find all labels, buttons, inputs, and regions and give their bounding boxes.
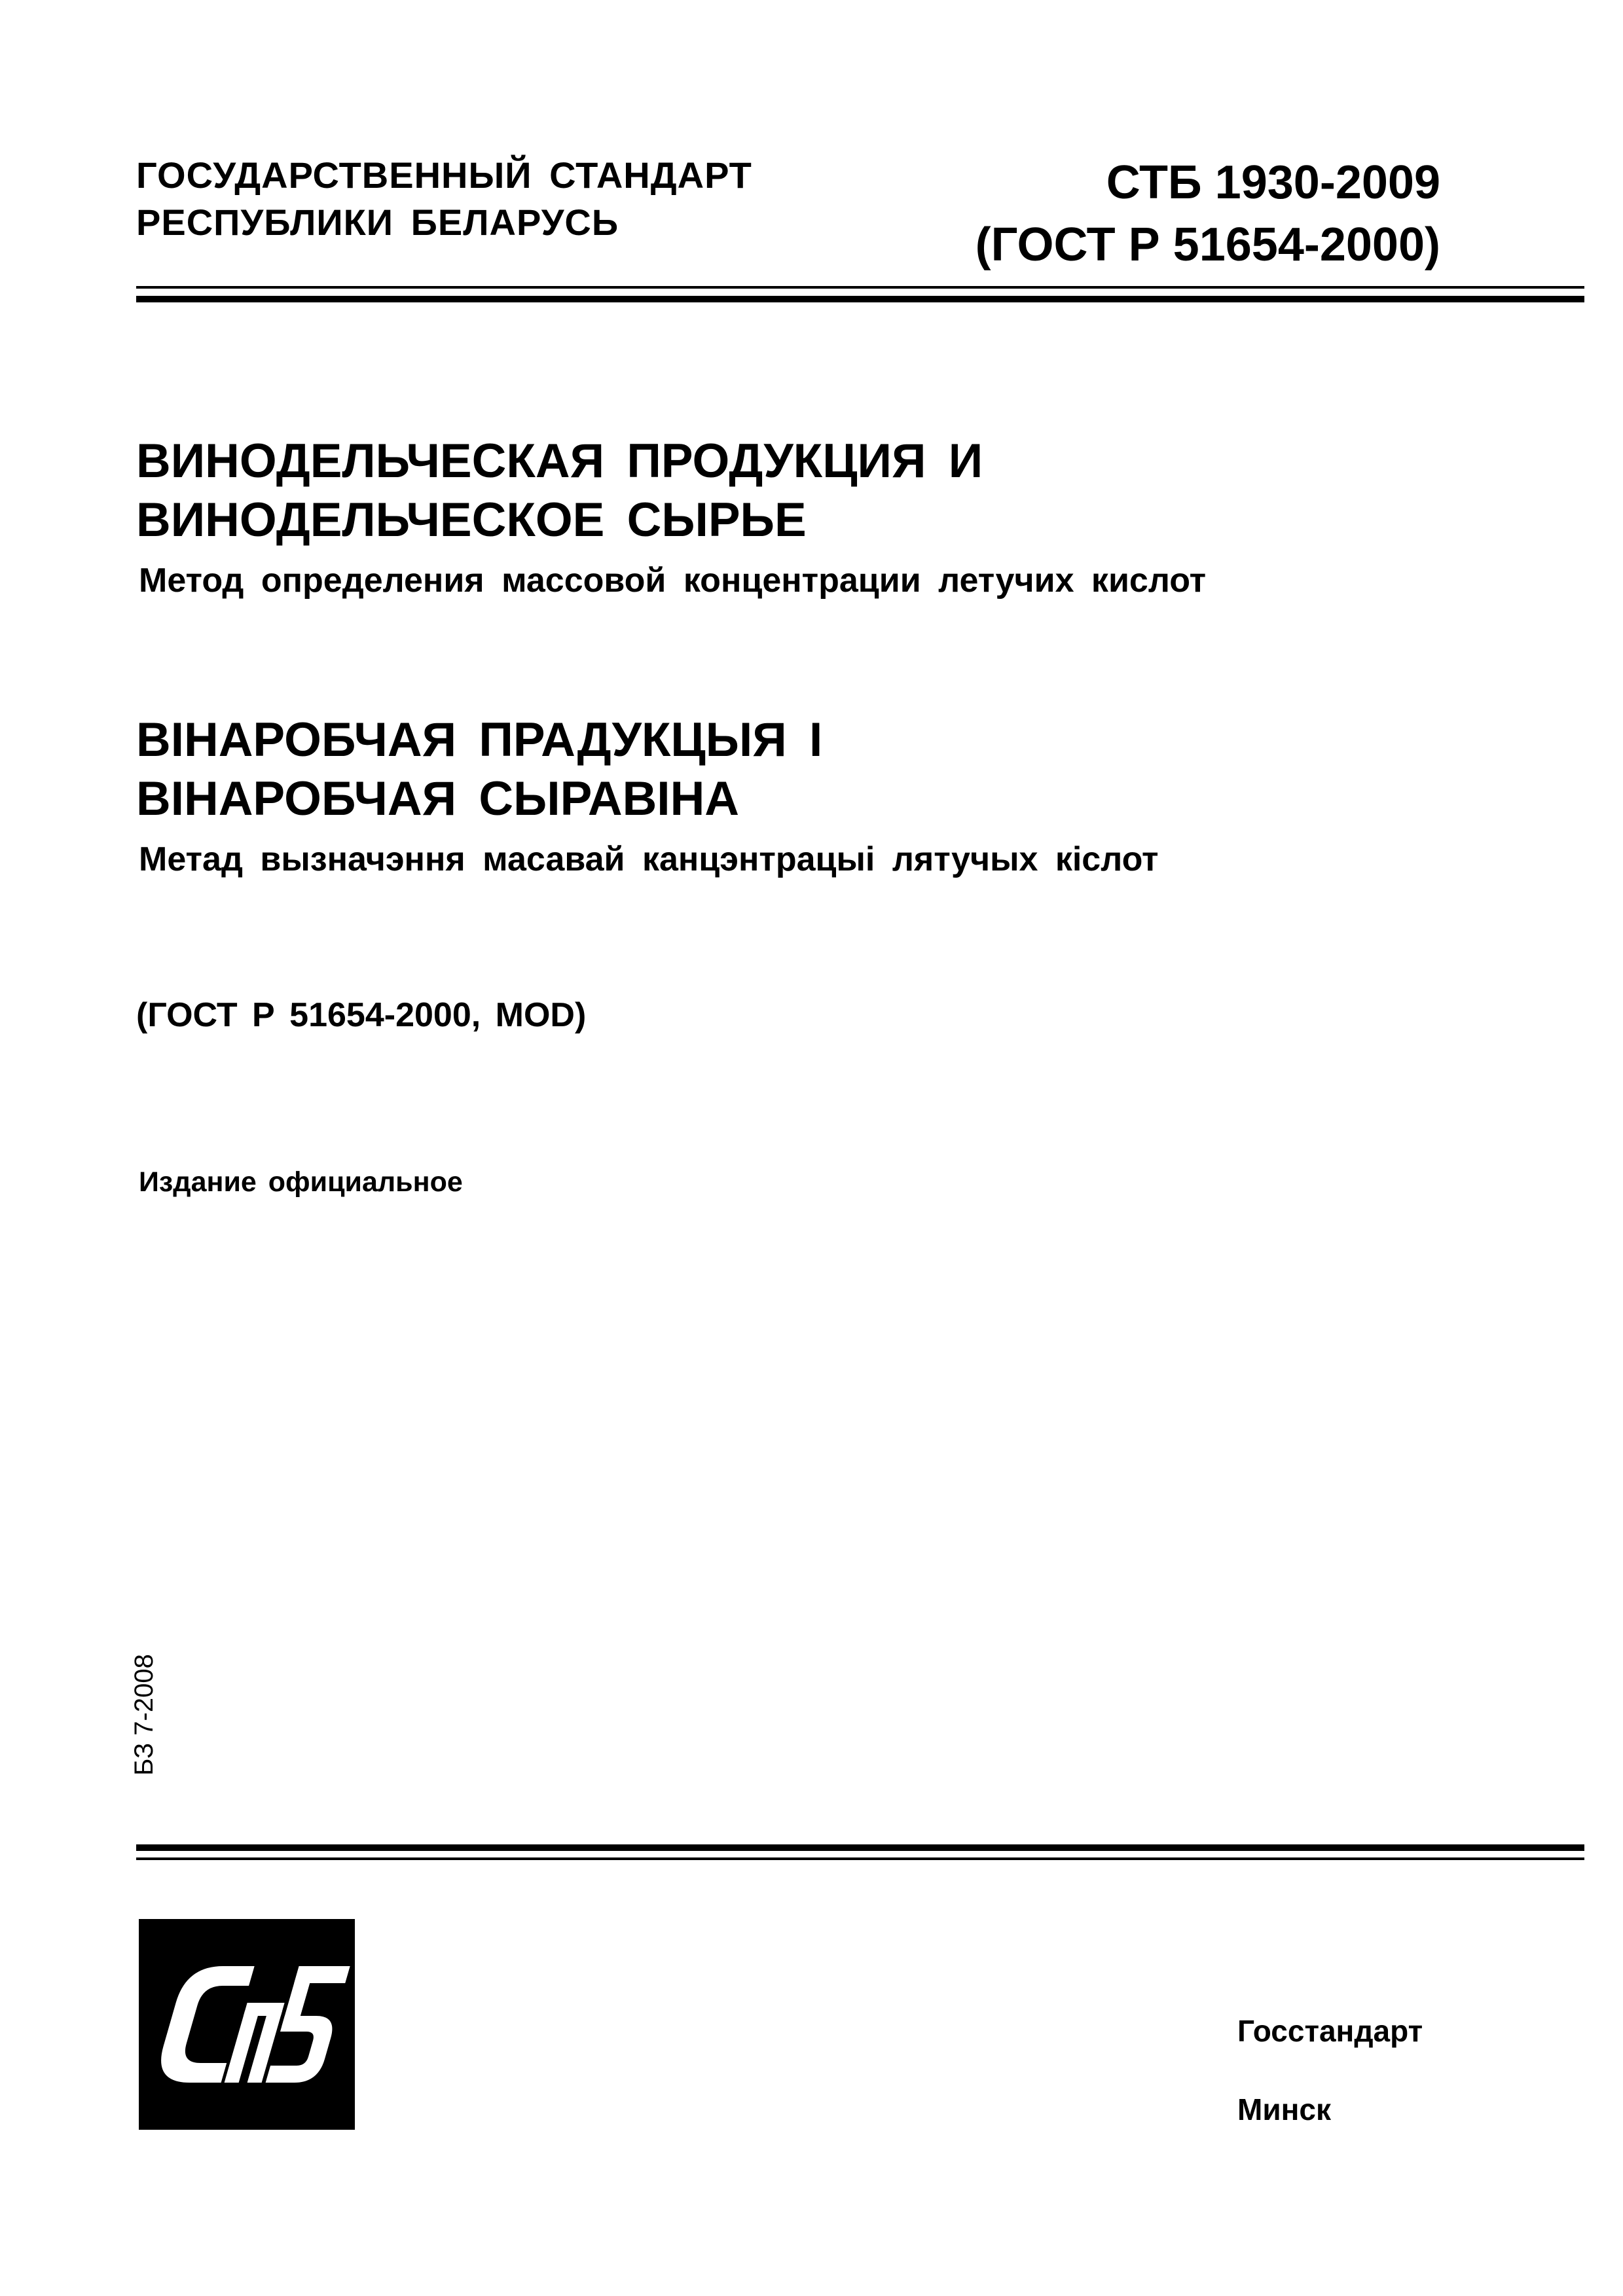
bz-code: БЗ 7-2008 <box>130 1654 158 1776</box>
footer-rule-thick <box>136 1844 1584 1851</box>
publisher-name: Госстандарт <box>1237 2014 1423 2048</box>
footer-rule-thin <box>136 1857 1584 1860</box>
standard-designation <box>851 152 1440 276</box>
subtitle-by: Метад вызначэння масавай канцэнтрацыі лятучых кіслот <box>139 840 1159 878</box>
title-ru-line-2: ВИНОДЕЛЬЧЕСКОЕ СЫРЬЕ <box>136 493 807 547</box>
title-ru-line-1: ВИНОДЕЛЬЧЕСКАЯ ПРОДУКЦИЯ И <box>136 435 983 488</box>
title-by-line-2: ВІНАРОБЧАЯ СЫРАВІНА <box>136 772 740 825</box>
designation-stb: СТБ 1930-2009 <box>1106 156 1440 209</box>
issuer-block <box>136 152 752 246</box>
header-rule-thin <box>136 286 1584 289</box>
designation-gost: (ГОСТ Р 51654-2000) <box>975 219 1440 271</box>
bz-code-block <box>124 1649 164 1780</box>
subtitle-ru: Метод определения массовой концентрации летучих кислот <box>139 562 1207 600</box>
issuer-line-2: РЕСПУБЛИКИ БЕЛАРУСЬ <box>136 202 619 243</box>
publisher-city: Минск <box>1237 2092 1331 2126</box>
stb-logo-icon <box>139 1919 355 2130</box>
equivalence-note: (ГОСТ Р 51654-2000, MOD) <box>136 996 587 1034</box>
title-by <box>136 711 1544 829</box>
issuer-line-1: ГОСУДАРСТВЕННЫЙ СТАНДАРТ <box>136 154 752 196</box>
header-rule-thick <box>136 296 1584 302</box>
title-ru <box>136 432 1544 550</box>
edition-note: Издание официальное <box>139 1166 463 1198</box>
title-by-line-1: ВІНАРОБЧАЯ ПРАДУКЦЫЯ І <box>136 713 823 766</box>
